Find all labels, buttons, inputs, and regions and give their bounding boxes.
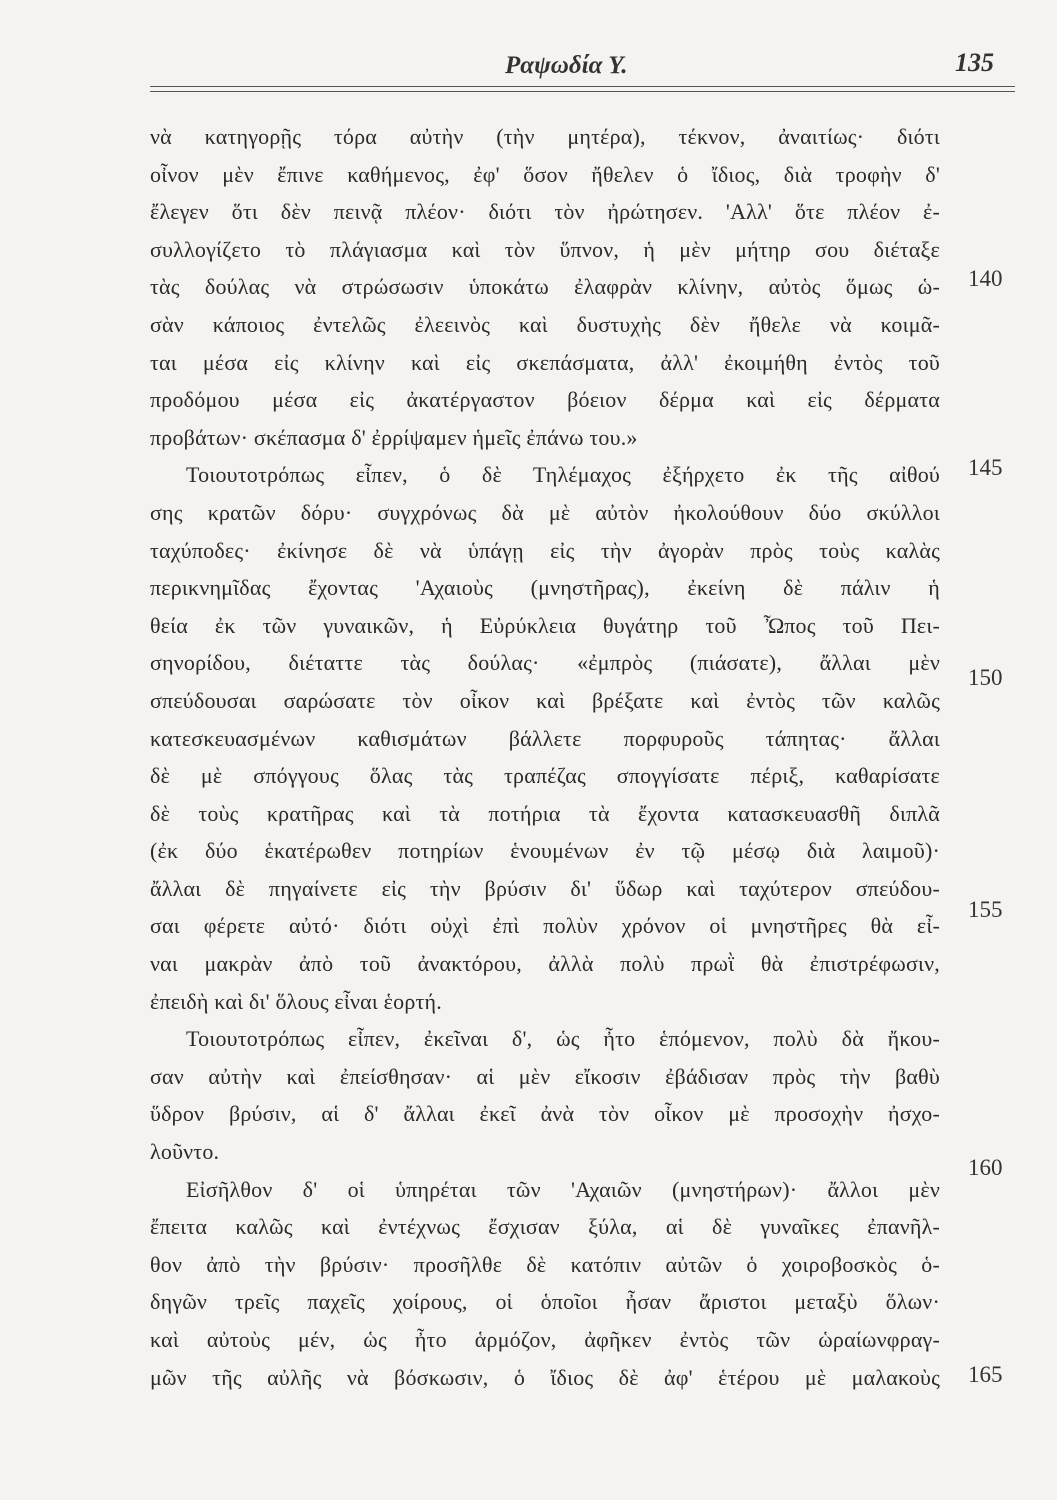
text-line: λοῦντο.	[150, 1139, 220, 1165]
text-line: ἐπειδὴ καὶ δι' ὅλους εἶναι ἑορτή.	[150, 988, 442, 1014]
text-line: προδόμου μέσα εἰς ἀκατέργαστον βόειον δέρμα καὶ εἰς δέρματα	[150, 387, 940, 413]
text-line: Τοιουτοτρόπως εἶπεν, ὁ δὲ Τηλέμαχος ἐξήρχετο ἐκ τῆς αἰθού	[186, 462, 940, 488]
running-title: Ραψωδία Υ.	[505, 52, 628, 79]
line-number-155: 155	[968, 897, 1003, 922]
text-line: (ἐκ δύο ἑκατέρωθεν ποτηρίων ἑνουμένων ἐν τῷ μέσῳ διὰ λαιμοῦ)·	[150, 838, 940, 864]
text-line: καὶ αὐτοὺς μέν, ὡς ἦτο ἁρμόζον, ἀφῆκεν ἐντὸς τῶν ὡραίωνφραγ-	[150, 1327, 940, 1352]
text-line: Τοιουτοτρόπως εἶπεν, ἐκεῖναι δ', ὡς ἦτο ἑπόμενον, πολὺ δὰ ἤκου-	[186, 1026, 940, 1052]
text-line: ταχύποδες· ἐκίνησε δὲ νὰ ὑπάγῃ εἰς τὴν ἀγορὰν πρὸς τοὺς καλὰς	[150, 537, 940, 563]
header-rule	[150, 91, 1015, 92]
text-line: ἔπειτα καλῶς καὶ ἐντέχνως ἔσχισαν ξύλα, αἱ δὲ γυναῖκες ἐπανῆλ-	[150, 1214, 940, 1240]
text-line: μῶν τῆς αὐλῆς νὰ βόσκωσιν, ὁ ἴδιος δὲ ἀφ' ἑτέρου μὲ μαλακοὺς	[150, 1364, 940, 1390]
text-line: περικνημῖδας ἔχοντας 'Αχαιοὺς (μνηστῆρας), ἐκείνη δὲ πάλιν ἡ	[150, 575, 940, 601]
text-line: σης κρατῶν δόρυ· συγχρόνως δὰ μὲ αὐτὸν ἠκολούθουν δύο σκύλλοι	[150, 499, 940, 525]
text-line: οἶνον μὲν ἔπινε καθήμενος, ἐφ' ὅσον ἤθελεν ὁ ἴδιος, διὰ τροφὴν δ'	[150, 161, 940, 187]
text-line: ται μέσα εἰς κλίνην καὶ εἰς σκεπάσματα, ἀλλ' ἐκοιμήθη ἐντὸς τοῦ	[150, 349, 940, 375]
text-line: δὲ τοὺς κρατῆρας καὶ τὰ ποτήρια τὰ ἔχοντα κατασκευασθῆ διπλᾶ	[150, 800, 940, 826]
body-text	[150, 118, 940, 1396]
text-line: σπεύδουσαι σαρώσατε τὸν οἶκον καὶ βρέξατε καὶ ἐντὸς τῶν καλῶς	[150, 687, 940, 713]
text-line: προβάτων· σκέπασμα δ' ἐρρίψαμεν ἡμεῖς ἐπάνω του.»	[150, 424, 638, 450]
text-line: τὰς δούλας νὰ στρώσωσιν ὑποκάτω ἐλαφρὰν κλίνην, αὐτὸς ὅμως ὡ-	[150, 274, 940, 300]
text-line: δηγῶν τρεῖς παχεῖς χοίρους, οἱ ὁποῖοι ἦσαν ἄριστοι μεταξὺ ὅλων·	[150, 1289, 940, 1315]
text-line: θον ἀπὸ τὴν βρύσιν· προσῆλθε δὲ κατόπιν αὐτῶν ὁ χοιροβοσκὸς ὁ-	[150, 1251, 940, 1277]
line-number-145: 145	[968, 455, 1003, 480]
text-line: σηνορίδου, διέταττε τὰς δούλας· «ἐμπρὸς (πιάσατε), ἄλλαι μὲν	[150, 650, 940, 676]
text-line: θεία ἐκ τῶν γυναικῶν, ἡ Εὐρύκλεια θυγάτηρ τοῦ Ὦπος τοῦ Πει-	[150, 612, 940, 638]
header-rule	[150, 86, 1015, 87]
line-number-150: 150	[968, 665, 1003, 690]
line-number-160: 160	[968, 1155, 1003, 1180]
text-line: δὲ μὲ σπόγγους ὅλας τὰς τραπέζας σπογγίσατε πέριξ, καθαρίσατε	[150, 763, 940, 789]
text-line: ναι μακρὰν ἀπὸ τοῦ ἀνακτόρου, ἀλλὰ πολὺ πρωῒ θὰ ἐπιστρέφωσιν,	[150, 951, 940, 977]
text-line: κατεσκευασμένων καθισμάτων βάλλετε πορφυροῦς τάπητας· ἄλλαι	[150, 725, 940, 751]
text-line: σὰν κάποιος ἐντελῶς ἐλεεινὸς καὶ δυστυχὴς δὲν ἤθελε νὰ κοιμᾶ-	[150, 311, 940, 337]
text-line: ὕδρον βρύσιν, αἱ δ' ἄλλαι ἐκεῖ ἀνὰ τὸν οἶκον μὲ προσοχὴν ἠσχο-	[150, 1101, 940, 1127]
page-number: 135	[955, 48, 994, 77]
text-line: σαι φέρετε αὐτό· διότι οὐχὶ ἐπὶ πολὺν χρόνον οἱ μνηστῆρες θὰ εἶ-	[150, 913, 940, 939]
text-line: σαν αὐτὴν καὶ ἐπείσθησαν· αἱ μὲν εἴκοσιν ἐβάδισαν πρὸς τὴν βαθὺ	[150, 1063, 940, 1089]
text-line: νὰ κατηγορῇς τόρα αὐτὴν (τὴν μητέρα), τέκνον, ἀναιτίως· διότι	[150, 124, 940, 149]
text-line: συλλογίζετο τὸ πλάγιασμα καὶ τὸν ὕπνον, ἡ μὲν μήτηρ σου διέταξε	[150, 236, 940, 262]
text-line: Εἰσῆλθον δ' οἱ ὑπηρέται τῶν 'Αχαιῶν (μνηστήρων)· ἄλλοι μὲν	[186, 1176, 940, 1202]
text-line: ἔλεγεν ὅτι δὲν πεινᾷ πλέον· διότι τὸν ἠρώτησεν. 'Αλλ' ὅτε πλέον ἐ-	[150, 199, 940, 225]
line-number-140: 140	[968, 266, 1003, 291]
line-number-165: 165	[968, 1362, 1003, 1387]
text-line: ἄλλαι δὲ πηγαίνετε εἰς τὴν βρύσιν δι' ὕδωρ καὶ ταχύτερον σπεύδου-	[150, 875, 940, 901]
